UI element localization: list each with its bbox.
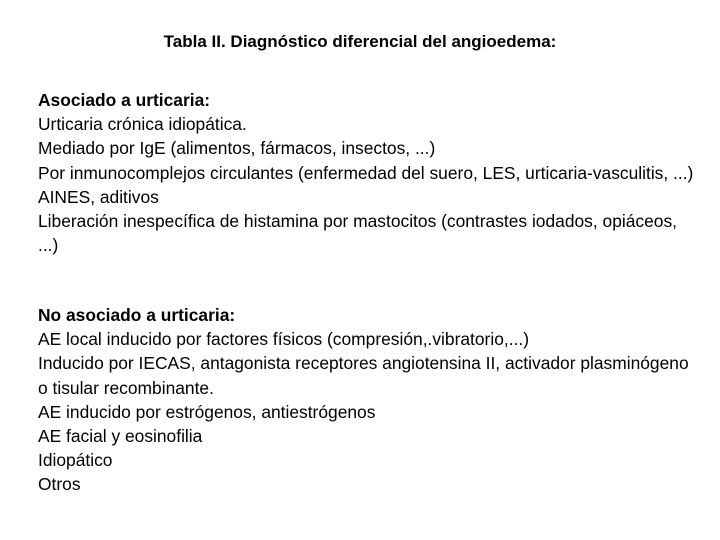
- section-heading: Asociado a urticaria:: [38, 90, 211, 110]
- list-item: AINES, aditivos: [38, 186, 159, 207]
- list-item: Por inmunocomplejos circulantes (enfermedad del suero, LES, urticaria-vasculitis, ...): [38, 162, 694, 183]
- list-item: Otros: [38, 474, 81, 495]
- table-title: Tabla II. Diagnóstico diferencial del angioedema:: [163, 32, 557, 51]
- list-item: Liberación inespecífica de histamina por mastocitos (contrastes iodados, opiáceos, ...): [38, 211, 677, 256]
- list-item: AE facial y eosinofilia: [38, 426, 203, 447]
- list-item: Idiopático: [38, 450, 113, 471]
- list-item: Urticaria crónica idiopática.: [38, 114, 247, 135]
- section-heading: No asociado a urticaria:: [38, 305, 236, 325]
- section-not-associated-urticaria: [38, 303, 694, 497]
- list-item: Mediado por IgE (alimentos, fármacos, insectos, ...): [38, 138, 436, 159]
- list-item: Inducido por IECAS, antagonista receptores angiotensina II, activador plasminógeno o tisular recombinante.: [38, 353, 689, 398]
- list-item: AE inducido por estrógenos, antiestrógenos: [38, 401, 376, 422]
- section-associated-urticaria: [38, 88, 694, 257]
- list-item: AE local inducido por factores físicos (compresión,.vibratorio,...): [38, 329, 530, 350]
